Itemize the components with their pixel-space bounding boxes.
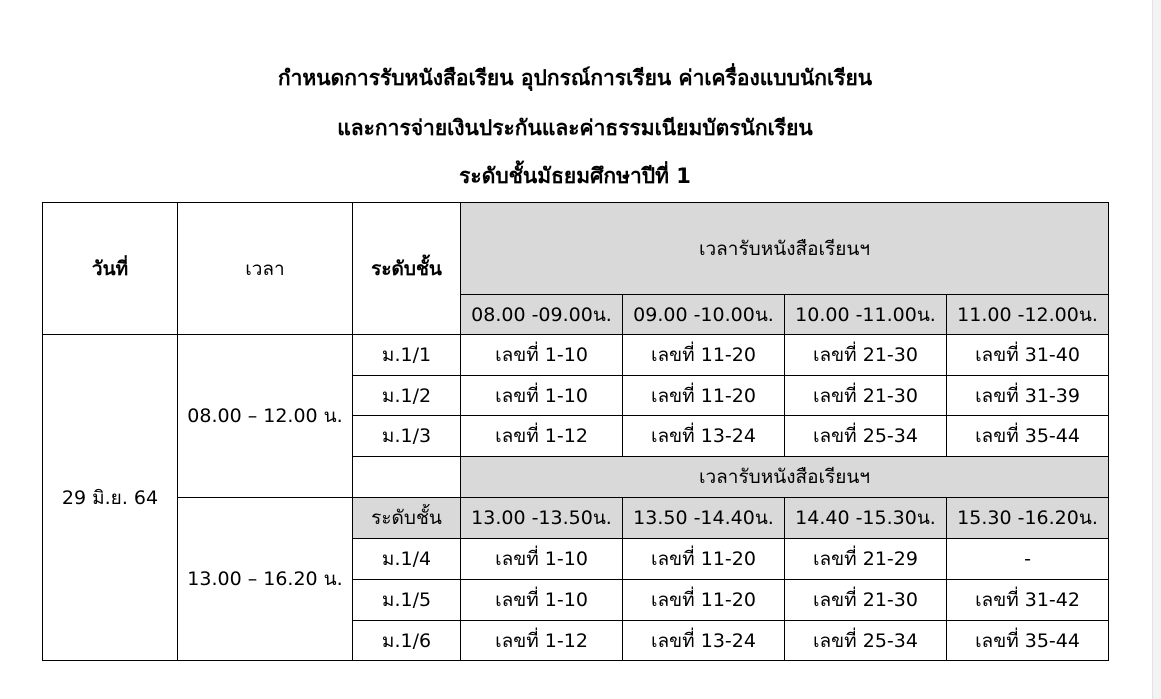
- class-level: ม.1/1: [353, 335, 461, 376]
- date-cell: 29 มิ.ย. 64: [43, 335, 178, 661]
- seat-range: เลขที่ 11-20: [623, 376, 785, 416]
- seat-range: เลขที่ 1-12: [461, 621, 623, 661]
- class-level: ม.1/5: [353, 580, 461, 621]
- seat-range: เลขที่ 1-10: [461, 539, 623, 580]
- seat-range: เลขที่ 35-44: [947, 416, 1109, 457]
- afternoon-time-range: 13.00 – 16.20 น.: [178, 498, 353, 661]
- seat-range: เลขที่ 11-20: [623, 539, 785, 580]
- seat-range: เลขที่ 21-30: [785, 376, 947, 416]
- seat-range: เลขที่ 1-12: [461, 416, 623, 457]
- seat-range: เลขที่ 21-29: [785, 539, 947, 580]
- seat-range: -: [947, 539, 1109, 580]
- schedule-table: [42, 202, 1109, 661]
- class-level: ม.1/4: [353, 539, 461, 580]
- title-line-1: กำหนดการรับหนังสือเรียน อุปกรณ์การเรียน ค่าเครื่องแบบนักเรียน: [277, 66, 873, 90]
- afternoon-level-header: ระดับชั้น: [353, 498, 461, 539]
- page-edge: [1152, 0, 1161, 699]
- seat-range: เลขที่ 31-39: [947, 376, 1109, 416]
- class-level: ม.1/6: [353, 621, 461, 661]
- afternoon-slot: 13.00 -13.50น.: [461, 498, 623, 539]
- afternoon-receive-header: เวลารับหนังสือเรียนฯ: [461, 457, 1109, 498]
- morning-slot: 08.00 -09.00น.: [461, 295, 623, 335]
- seat-range: เลขที่ 13-24: [623, 416, 785, 457]
- seat-range: เลขที่ 11-20: [623, 580, 785, 621]
- seat-range: เลขที่ 31-40: [947, 335, 1109, 376]
- seat-range: เลขที่ 13-24: [623, 621, 785, 661]
- morning-time-range: 08.00 – 12.00 น.: [178, 335, 353, 498]
- empty-level-cell: [353, 457, 461, 498]
- header-level: ระดับชั้น: [353, 203, 461, 335]
- morning-slot: 10.00 -11.00น.: [785, 295, 947, 335]
- seat-range: เลขที่ 1-10: [461, 580, 623, 621]
- seat-range: เลขที่ 31-42: [947, 580, 1109, 621]
- seat-range: เลขที่ 1-10: [461, 376, 623, 416]
- title-line-2: และการจ่ายเงินประกันและค่าธรรมเนียมบัตรนักเรียน: [337, 116, 813, 140]
- class-level: ม.1/2: [353, 376, 461, 416]
- morning-slot: 11.00 -12.00น.: [947, 295, 1109, 335]
- class-level: ม.1/3: [353, 416, 461, 457]
- title-line-3: ระดับชั้นมัธยมศึกษาปีที่ 1: [459, 164, 691, 188]
- seat-range: เลขที่ 21-30: [785, 335, 947, 376]
- header-receive-time: เวลารับหนังสือเรียนฯ: [461, 203, 1109, 295]
- seat-range: เลขที่ 25-34: [785, 416, 947, 457]
- afternoon-slot: 15.30 -16.20น.: [947, 498, 1109, 539]
- header-date: วันที่: [43, 203, 178, 335]
- header-time: เวลา: [178, 203, 353, 335]
- seat-range: เลขที่ 21-30: [785, 580, 947, 621]
- morning-slot: 09.00 -10.00น.: [623, 295, 785, 335]
- afternoon-slot: 13.50 -14.40น.: [623, 498, 785, 539]
- seat-range: เลขที่ 1-10: [461, 335, 623, 376]
- seat-range: เลขที่ 25-34: [785, 621, 947, 661]
- seat-range: เลขที่ 35-44: [947, 621, 1109, 661]
- seat-range: เลขที่ 11-20: [623, 335, 785, 376]
- afternoon-slot: 14.40 -15.30น.: [785, 498, 947, 539]
